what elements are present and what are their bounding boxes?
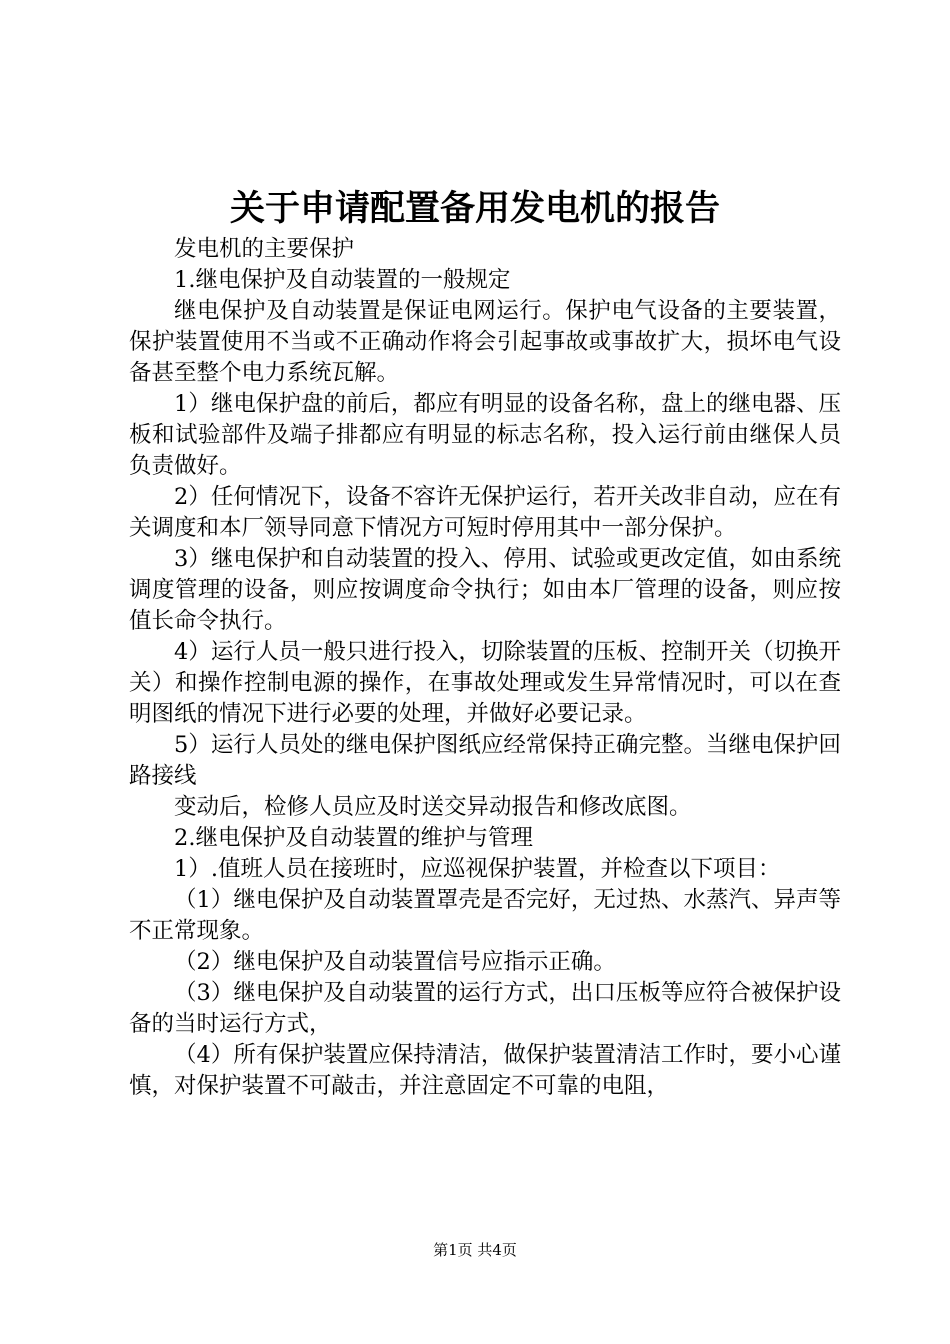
paragraph: 2）任何情况下，设备不容许无保护运行，若开关改非自动，应在有关调度和本厂领导同意下情况方可短时停用其中一部分保护。 <box>129 484 841 541</box>
paragraph: 5）运行人员处的继电保护图纸应经常保持正确完整。当继电保护回路接线 <box>129 732 841 789</box>
paragraph: 继电保护及自动装置是保证电网运行。保护电气设备的主要装置，保护装置使用不当或不正确动作将会引起事故或事故扩大，损坏电气设备甚至整个电力系统瓦解。 <box>129 298 841 386</box>
paragraph: 3）继电保护和自动装置的投入、停用、试验或更改定值，如由系统调度管理的设备，则应按调度命令执行；如由本厂管理的设备，则应按值长命令执行。 <box>129 546 841 634</box>
paragraph: （4）所有保护装置应保持清洁，做保护装置清洁工作时，要小心谨慎，对保护装置不可敲击，并注意固定不可靠的电阻， <box>129 1042 841 1099</box>
paragraph: 4）运行人员一般只进行投入，切除装置的压板、控制开关（切换开关）和操作控制电源的操作，在事故处理或发生异常情况时，可以在查明图纸的情况下进行必要的处理，并做好必要记录。 <box>129 639 841 727</box>
document-title: 关于申请配置备用发电机的报告 <box>229 188 720 229</box>
page-footer: 第1页 共4页 <box>433 1241 517 1259</box>
paragraph: 1.继电保护及自动装置的一般规定 <box>174 267 511 293</box>
paragraph: 1）继电保护盘的前后，都应有明显的设备名称，盘上的继电器、压板和试验部件及端子排都应有明显的标志名称，投入运行前由继保人员负责做好。 <box>129 391 841 479</box>
paragraph: （2）继电保护及自动装置信号应指示正确。 <box>174 949 616 975</box>
paragraph: （1）继电保护及自动装置罩壳是否完好，无过热、水蒸汽、异声等不正常现象。 <box>129 887 841 944</box>
paragraph: 2.继电保护及自动装置的维护与管理 <box>174 825 533 851</box>
paragraph: 变动后，检修人员应及时送交异动报告和修改底图。 <box>174 794 692 820</box>
paragraph: （3）继电保护及自动装置的运行方式，出口压板等应符合被保护设备的当时运行方式， <box>129 980 841 1037</box>
paragraph: 发电机的主要保护 <box>174 236 355 262</box>
paragraph: 1）.值班人员在接班时，应巡视保护装置，并检查以下项目： <box>174 856 781 882</box>
document-body <box>129 234 841 1102</box>
